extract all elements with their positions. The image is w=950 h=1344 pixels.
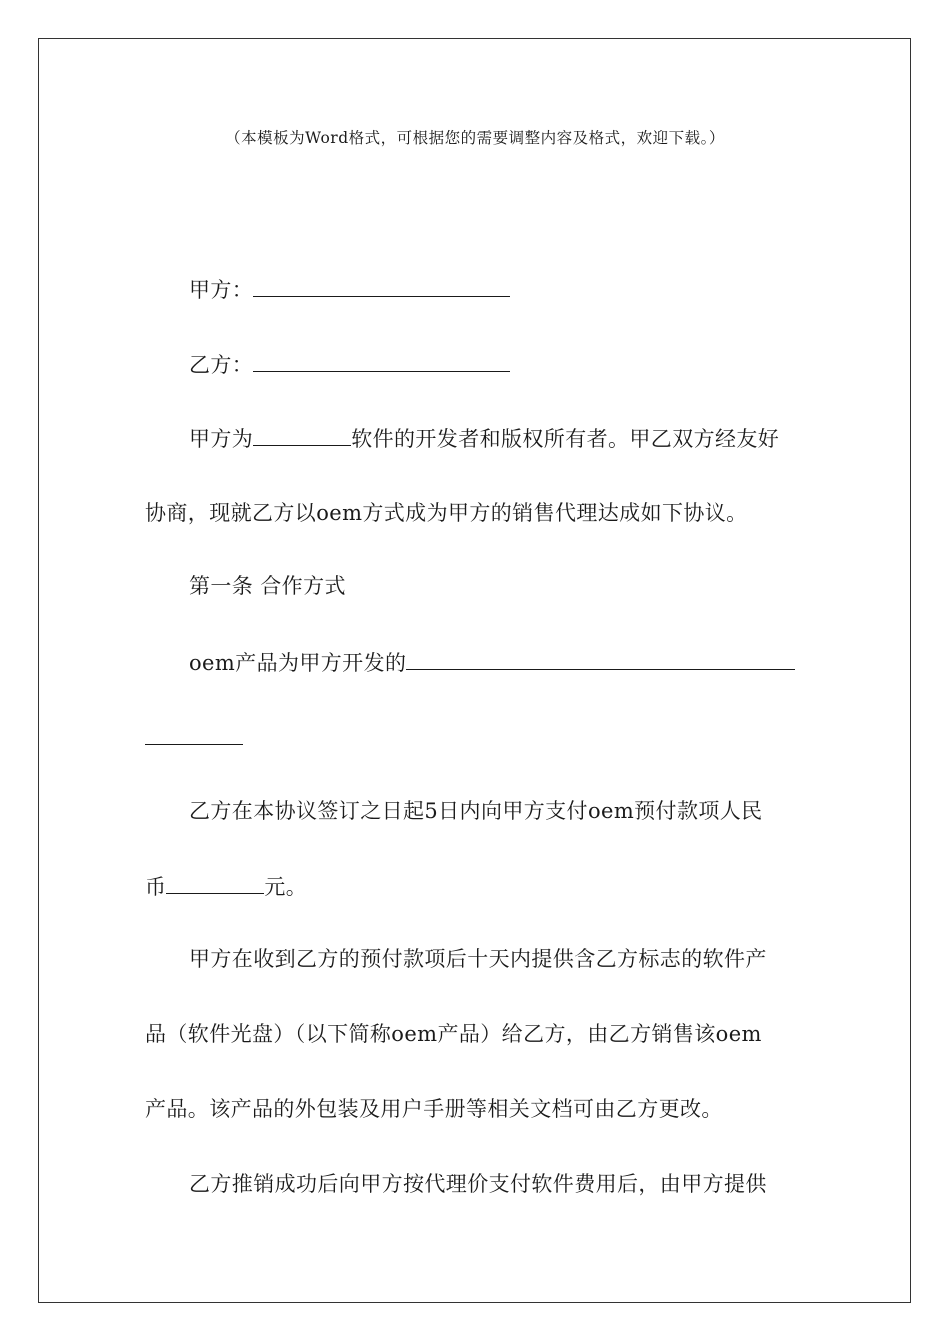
oem-product-blank xyxy=(406,650,795,670)
intro-prefix: 甲方为 xyxy=(189,427,254,451)
party-b-blank xyxy=(253,352,510,372)
party-a-label: 甲方： xyxy=(189,278,254,302)
intro-line-1 xyxy=(189,426,779,451)
intro-suffix: 软件的开发者和版权所有者。甲乙双方经友好 xyxy=(351,427,780,451)
oem-product-line xyxy=(189,650,795,675)
sales-line-1: 乙方推销成功后向甲方按代理价支付软件费用后，由甲方提供 xyxy=(189,1172,767,1196)
oem-product-prefix: oem产品为甲方开发的 xyxy=(189,651,407,675)
party-b-line xyxy=(189,352,510,377)
party-b-label: 乙方： xyxy=(189,353,254,377)
oem-product-blank-continued xyxy=(145,744,243,745)
delivery-line-1: 甲方在收到乙方的预付款项后十天内提供含乙方标志的软件产 xyxy=(189,947,767,971)
delivery-line-2: 品（软件光盘）（以下简称oem产品）给乙方，由乙方销售该oem xyxy=(145,1022,762,1046)
template-note: （本模板为Word格式，可根据您的需要调整内容及格式，欢迎下载。） xyxy=(225,129,725,147)
software-name-blank xyxy=(253,426,351,446)
party-a-line xyxy=(189,277,510,302)
payment-line-2 xyxy=(145,874,307,899)
payment-prefix: 币 xyxy=(145,875,167,899)
party-a-blank xyxy=(253,277,510,297)
payment-suffix: 元。 xyxy=(264,875,308,899)
delivery-line-3: 产品。该产品的外包装及用户手册等相关文档可由乙方更改。 xyxy=(145,1097,723,1121)
payment-line-1: 乙方在本协议签订之日起5日内向甲方支付oem预付款项人民 xyxy=(189,799,763,823)
intro-line-2: 协商，现就乙方以oem方式成为甲方的销售代理达成如下协议。 xyxy=(145,501,748,525)
article-1-title: 第一条 合作方式 xyxy=(189,574,346,598)
payment-amount-blank xyxy=(166,874,264,894)
